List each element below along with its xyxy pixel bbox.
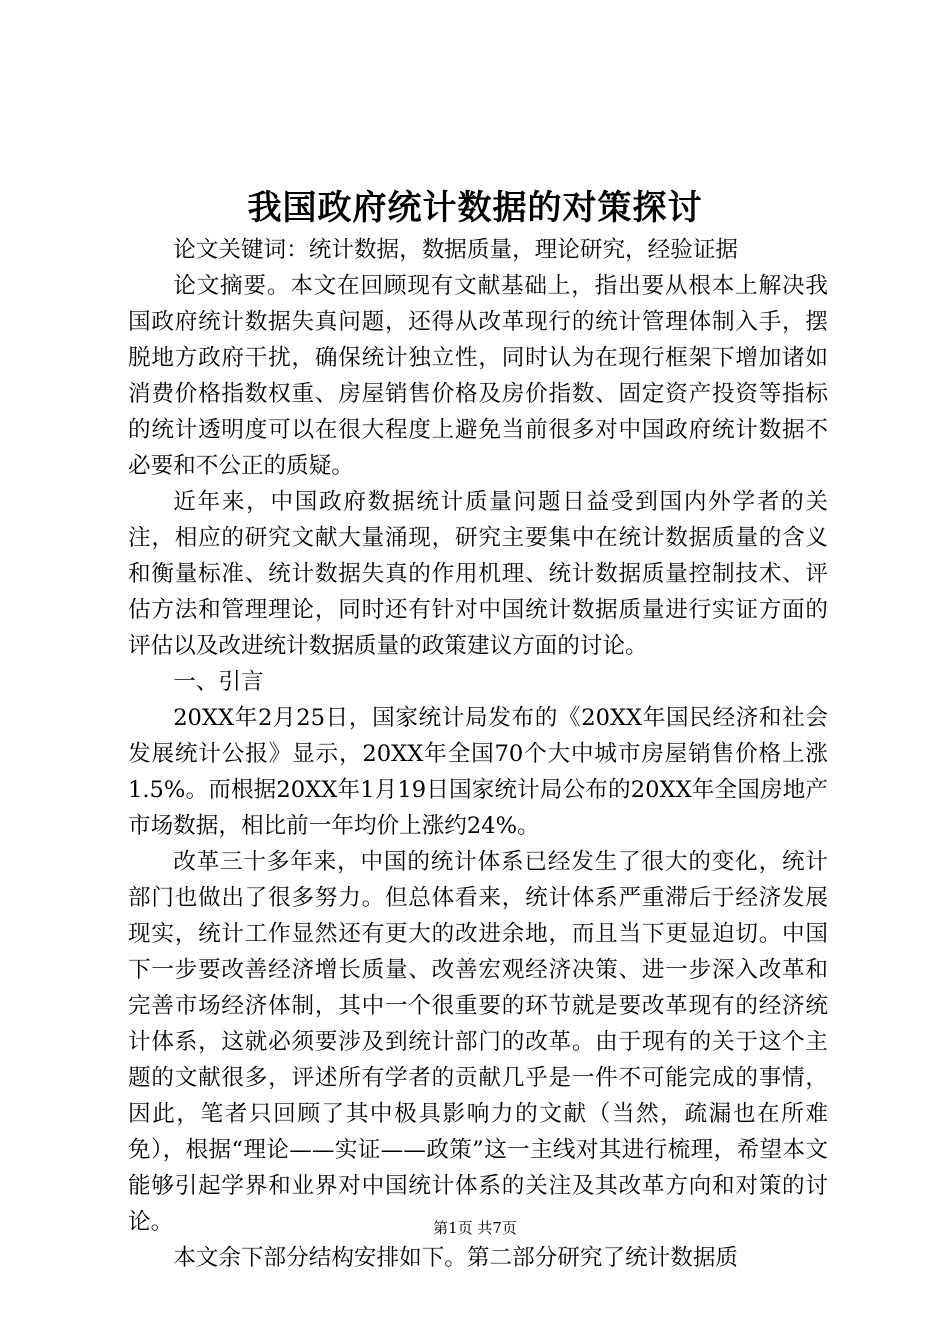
keywords-paragraph: 论文关键词：统计数据，数据质量，理论研究，经验证据 — [173, 237, 739, 263]
body-paragraph: 本文余下部分结构安排如下。第二部分研究了统计数据质 — [173, 1245, 739, 1271]
body-paragraph: 20XX年2月25日，国家统计局发布的《20XX年国民经济和社会发展统计公报》显示，20XX年全国70个大中城市房屋销售价格上涨1.5%。而根据20XX年1月19日国家统计局公布的20XX年全国房地产市场数据，相比前一年均价上涨约24%。 — [128, 705, 828, 839]
body-paragraph: 近年来，中国政府数据统计质量问题日益受到国内外学者的关注，相应的研究文献大量涌现，研究主要集中在统计数据质量的含义和衡量标准、统计数据失真的作用机理、统计数据质量控制技术、评估方法和管理理论，同时还有针对中国统计数据质量进行实证方面的评估以及改进统计数据质量的政策建议方面的讨论。 — [128, 489, 828, 659]
document-body — [128, 232, 828, 1276]
body-paragraph: 改革三十多年来，中国的统计体系已经发生了很大的变化，统计部门也做出了很多努力。但总体看来，统计体系严重滞后于经济发展现实，统计工作显然还有更大的改进余地，而且当下更显迫切。中国下一步要改善经济增长质量、改善宏观经济决策、进一步深入改革和完善市场经济体制，其中一个很重要的环节就是要改革现有的经济统计体系，这就必须要涉及到统计部门的改革。由于现有的关于这个主题的文献很多，评述所有学者的贡献几乎是一件不可能完成的事情，因此，笔者只回顾了其中极具影响力的文献（当然，疏漏也在所难免），根据“理论——实证——政策”这一主线对其进行梳理，希望本文能够引起学界和业界对中国统计体系的关注及其改革方向和对策的讨论。 — [128, 849, 828, 1235]
abstract-paragraph: 论文摘要。本文在回顾现有文献基础上，指出要从根本上解决我国政府统计数据失真问题，还得从改革现行的统计管理体制入手，摆脱地方政府干扰，确保统计独立性，同时认为在现行框架下增加诸如消费价格指数权重、房屋销售价格及房价指数、固定资产投资等指标的统计透明度可以在很大程度上避免当前很多对中国政府统计数据不必要和不公正的质疑。 — [128, 273, 828, 479]
document-title: 我国政府统计数据的对策探讨 — [247, 188, 703, 228]
page-footer: 第1页 共7页 — [433, 1219, 517, 1237]
section-heading: 一、引言 — [173, 669, 264, 695]
